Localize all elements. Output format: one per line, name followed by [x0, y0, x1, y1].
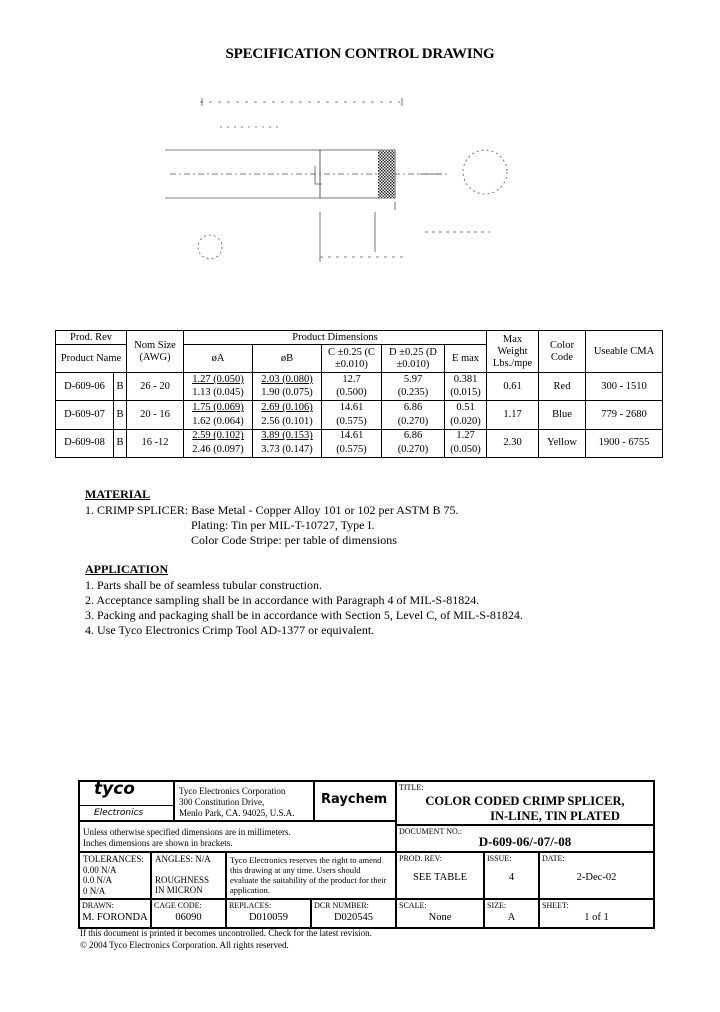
tolerances: TOLERANCES: 0.00 N/A 0.0 N/A 0 N/A: [79, 852, 151, 899]
dcr-number: DCR NUMBER: D020545: [311, 899, 396, 928]
row-weight: 1.17: [487, 401, 539, 429]
title-block: [78, 780, 655, 929]
scale: SCALE: None: [396, 899, 484, 928]
footer-uncontrolled-note: If this document is printed it becomes uncontrolled. Check for the latest revision.: [80, 928, 372, 938]
row-rev: B: [114, 429, 127, 457]
material-line: Color Code Stripe: per table of dimensions: [191, 533, 397, 547]
row-product: D-609-08: [56, 429, 114, 457]
header-phi-a: øA: [184, 345, 253, 373]
row-a-min: 1.13 (0.045): [184, 387, 253, 401]
row-color: Red: [539, 373, 586, 401]
row-d-in: (0.235): [382, 387, 445, 401]
application-item: 4. Use Tyco Electronics Crimp Tool AD-1377 or equivalent.: [85, 623, 375, 637]
row-size: 20 - 16: [127, 401, 184, 429]
row-b-min: 3.73 (0.147): [253, 443, 322, 457]
row-e: 0.381: [445, 373, 487, 387]
date: DATE: 2-Dec-02: [539, 852, 654, 899]
row-c-in: (0.575): [322, 415, 382, 429]
row-c-in: (0.575): [322, 443, 382, 457]
row-e-in: (0.015): [445, 387, 487, 401]
units-note: Unless otherwise specified dimensions are in millimeters. Inches dimensions are shown in brackets.: [79, 821, 396, 852]
row-e-in: (0.050): [445, 443, 487, 457]
row-d: 6.86: [382, 429, 445, 443]
size: SIZE: A: [484, 899, 539, 928]
header-max-weight: Max Weight Lbs./mpe: [487, 331, 539, 373]
row-a-max: 1.75 (0.069): [192, 402, 244, 414]
header-useable-cma: Useable CMA: [586, 331, 663, 373]
raychem-logo: Raychem: [314, 781, 396, 821]
page-title: SPECIFICATION CONTROL DRAWING: [225, 46, 495, 62]
drawing-title: TITLE: COLOR CODED CRIMP SPLICER, IN-LINE, TIN PLATED: [396, 781, 654, 825]
header-product-name: Product Name: [56, 345, 127, 373]
row-a-max: 1.27 (0.050): [192, 373, 244, 385]
row-b-min: 1.90 (0.075): [253, 387, 322, 401]
sheet: SHEET: 1 of 1: [539, 899, 654, 928]
tyco-logo: tyco Electronics: [79, 781, 174, 821]
issue: ISSUE: 4: [484, 852, 539, 899]
row-e: 0.51: [445, 401, 487, 415]
row-cma: 1900 - 6755: [586, 429, 663, 457]
row-a-min: 2.46 (0.097): [184, 443, 253, 457]
row-product: D-609-07: [56, 401, 114, 429]
header-phi-b: øB: [253, 345, 322, 373]
row-product: D-609-06: [56, 373, 114, 401]
row-c-in: (0.500): [322, 387, 382, 401]
row-e-in: (0.020): [445, 415, 487, 429]
row-cma: 779 - 2680: [586, 401, 663, 429]
application-heading: APPLICATION: [85, 562, 169, 576]
row-b-max: 3.89 (0.153): [261, 430, 313, 442]
header-d: D ±0.25 (D ±0.010): [382, 345, 445, 373]
header-prod-rev: Prod. Rev: [56, 331, 127, 345]
header-nom-size: Nom Size (AWG): [127, 331, 184, 373]
row-d: 6.86: [382, 401, 445, 415]
row-c: 14.61: [322, 401, 382, 415]
material-line: 1. CRIMP SPLICER: Base Metal - Copper Alloy 101 or 102 per ASTM B 75.: [85, 503, 459, 517]
header-c: C ±0.25 (C ±0.010): [322, 345, 382, 373]
rights-notice: Tyco Electronics reserves the right to amend this drawing at any time. Users should evaluate the suitability of the product for their application.: [226, 852, 396, 899]
application-item: 1. Parts shall be of seamless tubular construction.: [85, 578, 322, 592]
row-cma: 300 - 1510: [586, 373, 663, 401]
row-size: 16 -12: [127, 429, 184, 457]
application-item: 3. Packing and packaging shall be in accordance with Section 5, Level C, of MIL-S-81824.: [85, 608, 523, 622]
row-color: Yellow: [539, 429, 586, 457]
row-c: 14.61: [322, 429, 382, 443]
row-a-max: 2.59 (0.102): [192, 430, 244, 442]
document-number: DOCUMENT NO.: D-609-06/-07/-08: [396, 825, 654, 852]
row-b-max: 2.03 (0.080): [261, 373, 313, 385]
header-product-dimensions: Product Dimensions: [184, 331, 487, 345]
cage-code: CAGE CODE: 06090: [151, 899, 226, 928]
row-e: 1.27: [445, 429, 487, 443]
row-b-max: 2.69 (0.106): [261, 402, 313, 414]
row-rev: B: [114, 373, 127, 401]
row-d-in: (0.270): [382, 415, 445, 429]
material-heading: MATERIAL: [85, 487, 151, 501]
angles-roughness: ANGLES: N/A ROUGHNESS IN MICRON: [151, 852, 226, 899]
row-c: 12.7: [322, 373, 382, 387]
row-color: Blue: [539, 401, 586, 429]
row-weight: 2.30: [487, 429, 539, 457]
row-weight: 0.61: [487, 373, 539, 401]
dimensions-table: [55, 330, 663, 458]
row-d-in: (0.270): [382, 443, 445, 457]
row-a-min: 1.62 (0.064): [184, 415, 253, 429]
row-b-min: 2.56 (0.101): [253, 415, 322, 429]
row-rev: B: [114, 401, 127, 429]
row-d: 5.97: [382, 373, 445, 387]
footer-copyright: © 2004 Tyco Electronics Corporation. All rights reserved.: [80, 940, 289, 950]
header-e: E max: [445, 345, 487, 373]
application-item: 2. Acceptance sampling shall be in accordance with Paragraph 4 of MIL-S-81824.: [85, 593, 480, 607]
row-size: 26 - 20: [127, 373, 184, 401]
splicer-drawing: [150, 92, 580, 282]
replaces: REPLACES: D010059: [226, 899, 311, 928]
drawn-by: DRAWN: M. FORONDA: [79, 899, 151, 928]
header-color-code: Color Code: [539, 331, 586, 373]
material-line: Plating: Tin per MIL-T-10727, Type I.: [191, 518, 375, 532]
company-address: Tyco Electronics Corporation 300 Constitution Drive, Menlo Park, CA. 94025, U.S.A.: [174, 781, 314, 821]
prod-rev: PROD. REV: SEE TABLE: [396, 852, 484, 899]
